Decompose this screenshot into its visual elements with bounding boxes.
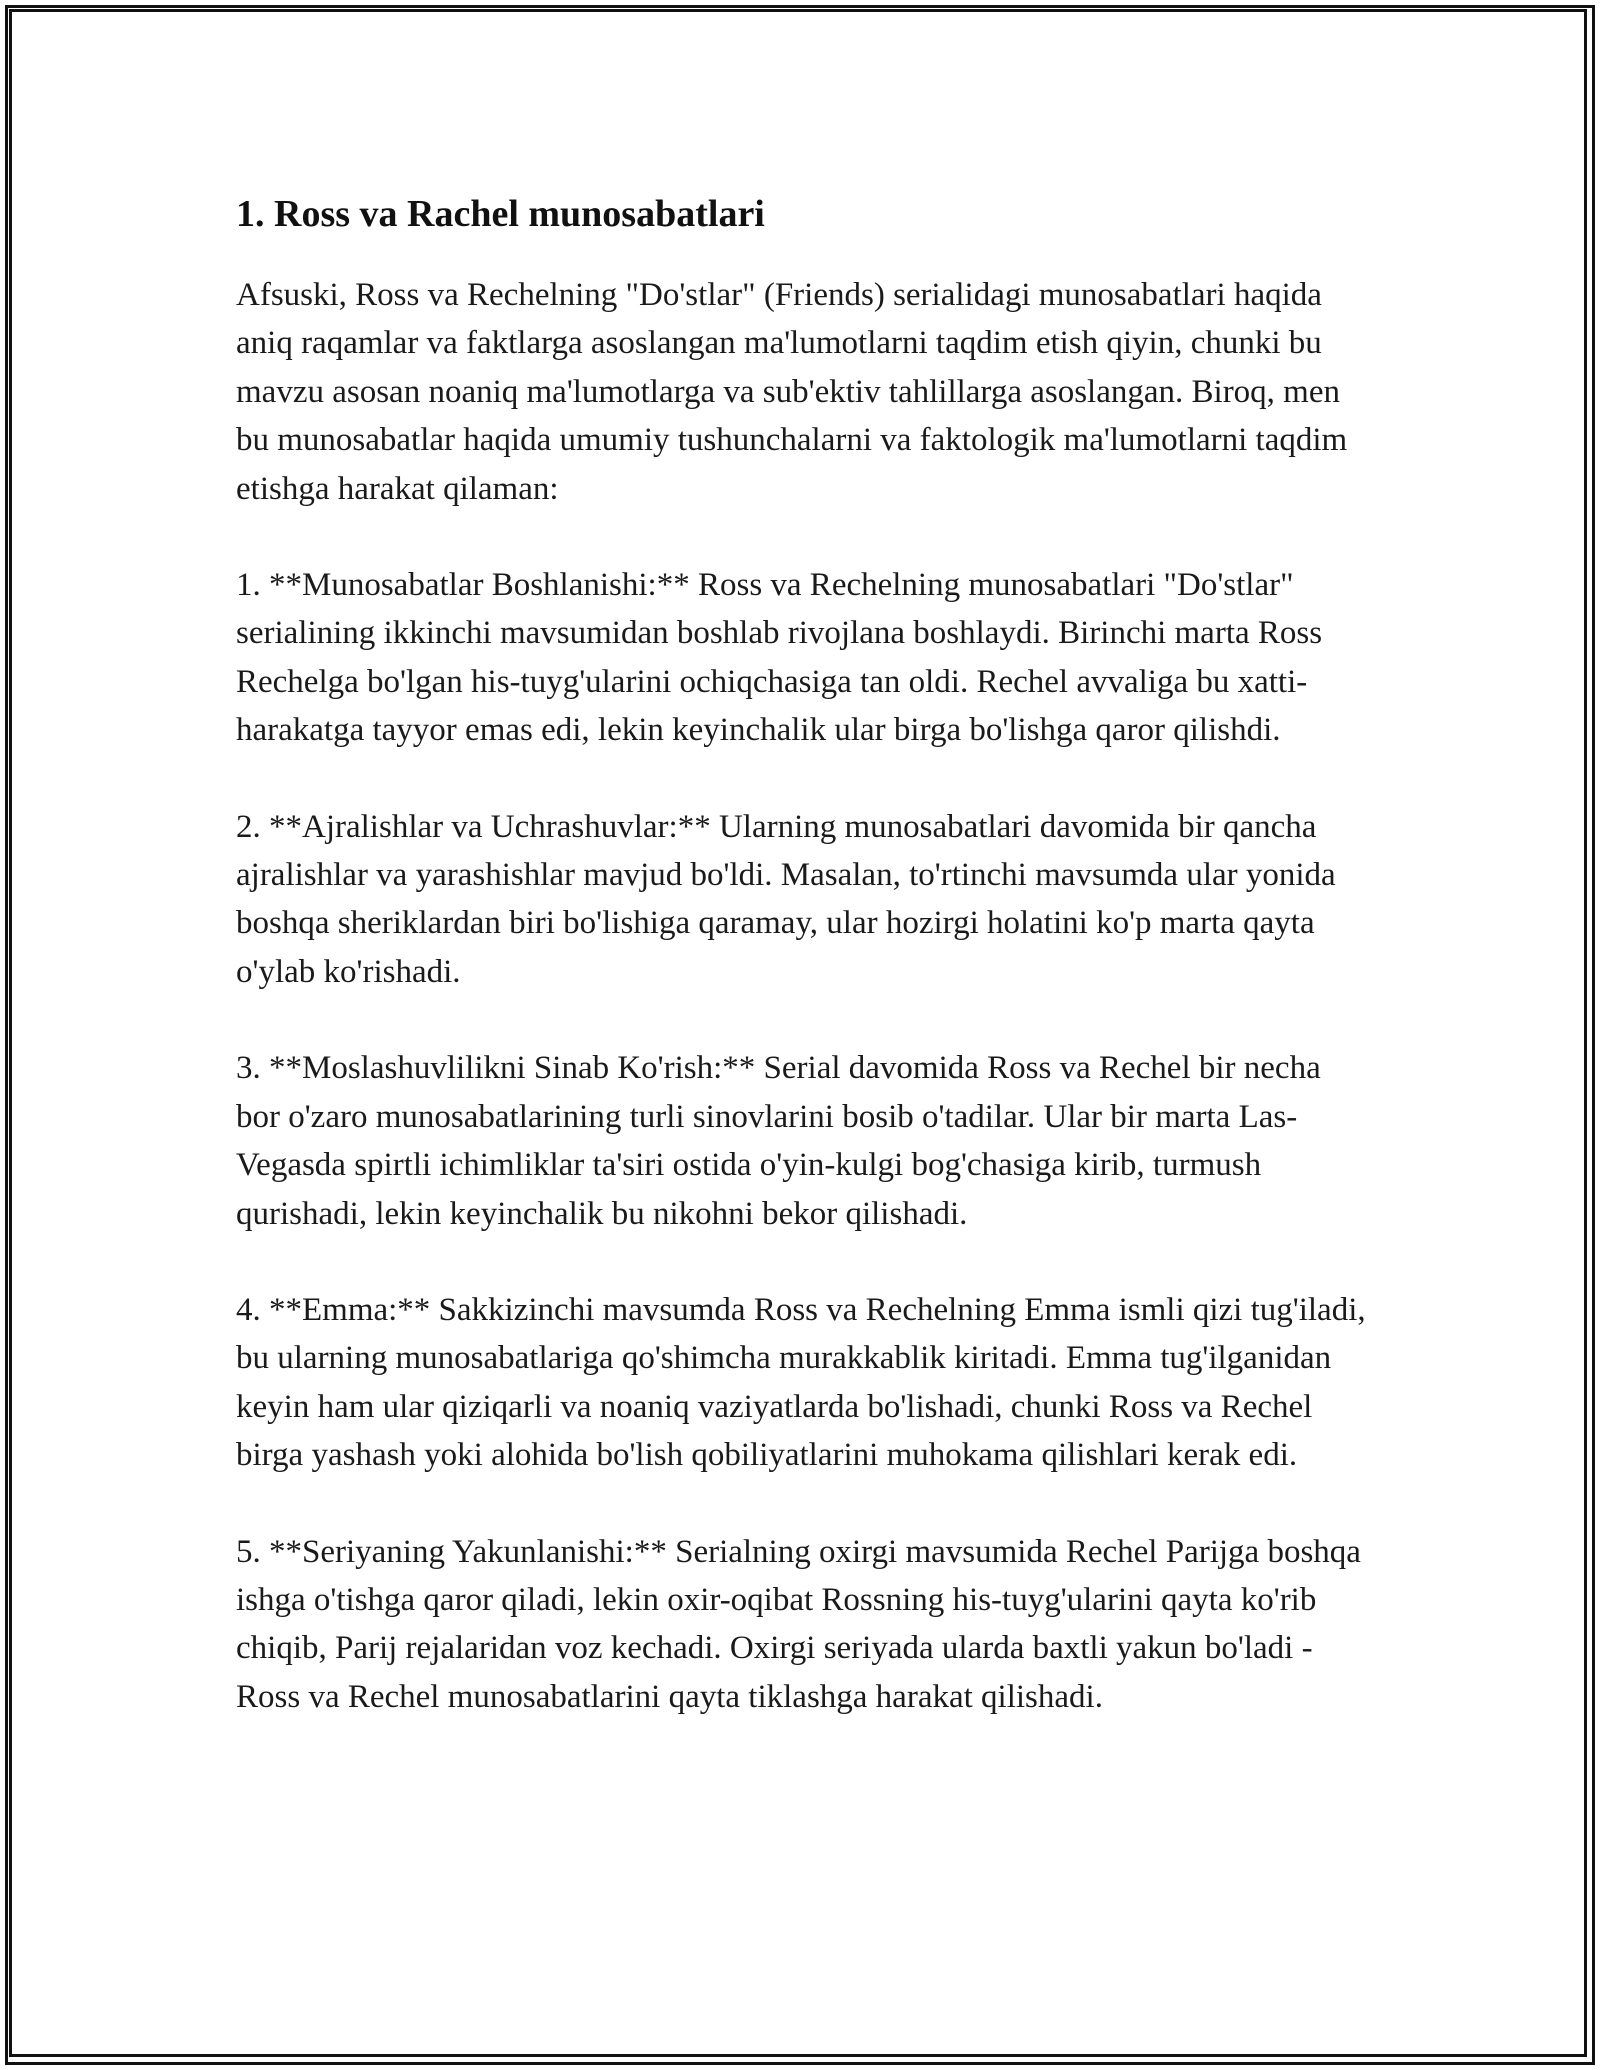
- document-title: 1. Ross va Rachel munosabatlari: [236, 193, 765, 235]
- list-item-breakups-reunions: 2. **Ajralishlar va Uchrashuvlar:** Ularning munosabatlari davomida bir qancha ajralishlar va yarashishlar mavjud bo'ldi. Masalan, to'rtinchi mavsumda ular yonida boshqa sheriklardan biri bo'lishiga qaramay, ular hozirgi holatini ko'p marta qayta o'ylab ko'rishadi.: [236, 808, 1336, 990]
- list-item-relationship-start: 1. **Munosabatlar Boshlanishi:** Ross va Rechelning munosabatlari "Do'stlar" serialining ikkinchi mavsumidan boshlab rivojlana boshlaydi. Birinchi marta Ross Rechelga bo'lgan his-tuyg'ularini ochiqchasiga tan oldi. Rechel avvaliga bu xatti-harakatga tayyor emas edi, lekin keyinchalik ular birga bo'lishga qaror qilishdi.: [236, 567, 1323, 749]
- intro-paragraph: Afsuski, Ross va Rechelning "Do'stlar" (Friends) serialidagi munosabatlari haqida aniq raqamlar va faktlarga asoslangan ma'lumotlarni taqdim etish qiyin, chunki bu mavzu asosan noaniq ma'lumotlarga va sub'ektiv tahlillarga asoslangan. Biroq, men bu munosabatlar haqida umumiy tushunchalarni va faktologik ma'lumotlarni taqdim etishga harakat qilaman:: [236, 277, 1348, 507]
- document-body: [236, 185, 1366, 1769]
- list-item-testing-compatibility: 3. **Moslashuvlilikni Sinab Ko'rish:** Serial davomida Ross va Rechel bir necha bor o'zaro munosabatlarining turli sinovlarini bosib o'tadilar. Ular bir marta Las-Vegasda spirtli ichimliklar ta'siri ostida o'yin-kulgi bog'chasiga kirib, turmush qurishadi, lekin keyinchalik bu nikohni bekor qilishadi.: [236, 1050, 1321, 1232]
- list-item-emma: 4. **Emma:** Sakkizinchi mavsumda Ross va Rechelning Emma ismli qizi tug'iladi, bu ularning munosabatlariga qo'shimcha murakkablik kiritadi. Emma tug'ilganidan keyin ham ular qiziqarli va noaniq vaziyatlarda bo'lishadi, chunki Ross va Rechel birga yashash yoki alohida bo'lish qobiliyatlarini muhokama qilishlari kerak edi.: [236, 1291, 1366, 1474]
- list-item-series-ending: 5. **Seriyaning Yakunlanishi:** Serialning oxirgi mavsumida Rechel Parijga boshqa ishga o'tishga qaror qiladi, lekin oxir-oqibat Rossning his-tuyg'ularini qayta ko'rib chiqib, Parij rejalaridan voz kechadi. Oxirgi seriyada ularda baxtli yakun bo'ladi - Ross va Rechel munosabatlarini qayta tiklashga harakat qilishadi.: [236, 1533, 1361, 1715]
